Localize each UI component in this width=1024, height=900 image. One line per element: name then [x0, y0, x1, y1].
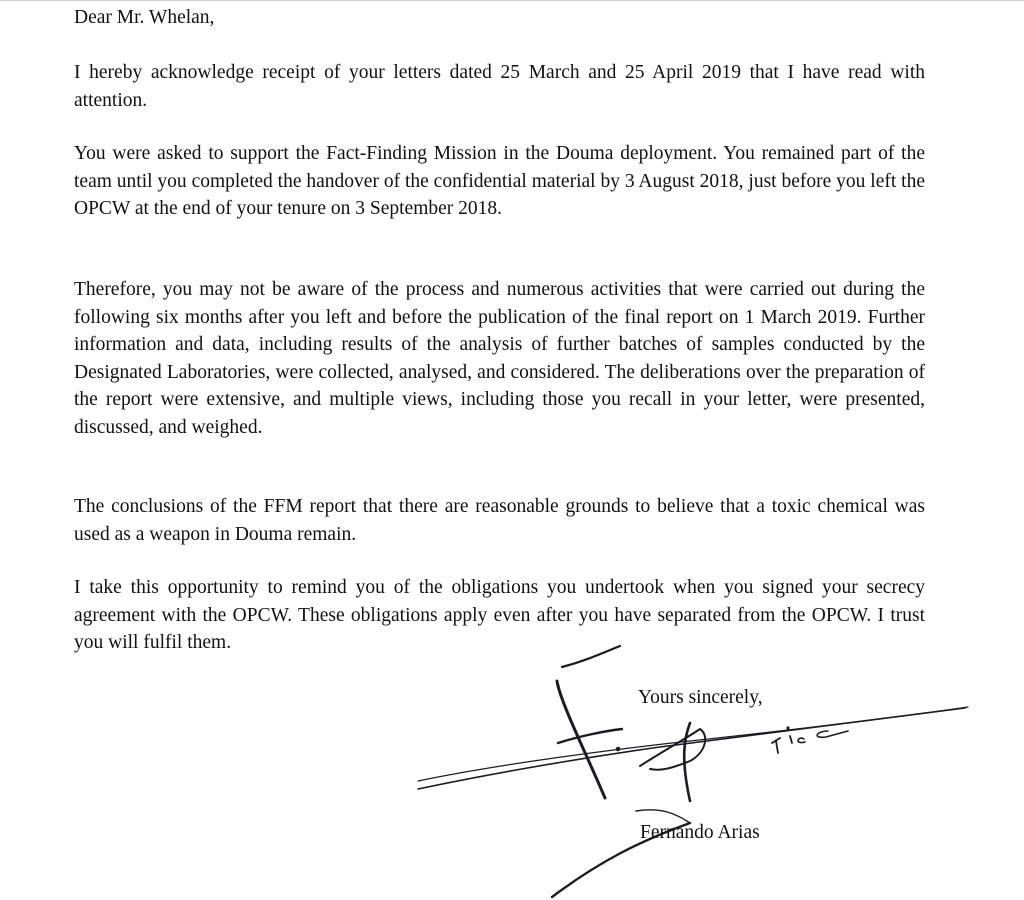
paragraph-secrecy-obligations: I take this opportunity to remind you of the obligations you undertook when you signed your secrecy agreement with the OPCW. These obligations apply even after you have separated from the OPCW. I trust you will fulfil them. — [74, 577, 925, 653]
salutation: Dear Mr. Whelan, — [74, 7, 215, 28]
closing-line: Yours sincerely, — [638, 687, 763, 708]
paragraph-acknowledgement: I hereby acknowledge receipt of your letters dated 25 March and 25 April 2019 that I have read with attention. — [74, 62, 925, 111]
paragraph-report-process: Therefore, you may not be aware of the process and numerous activities that were carried out during the following six months after you left and before the publication of the final report on 1 March 2019. Further information and data, including results of the analysis of further batches of samples conducted by the Designated Laboratories, were collected, analysed, and considered. The deliberations over the preparation of the report were extensive, and multiple views, including those you recall in your letter, were presented, discussed, and weighed. — [74, 279, 925, 438]
paragraph-fact-finding-mission: You were asked to support the Fact-Finding Mission in the Douma deployment. You remained part of the team until you completed the handover of the confidential material by 3 August 2018, just before you left the OPCW at the end of your tenure on 3 September 2018. — [74, 143, 925, 219]
paragraph-conclusions: The conclusions of the FFM report that there are reasonable grounds to believe that a toxic chemical was used as a weapon in Douma remain. — [74, 496, 925, 545]
handwritten-signature — [0, 1, 1024, 900]
signer-name: Fernando Arias — [640, 822, 760, 843]
